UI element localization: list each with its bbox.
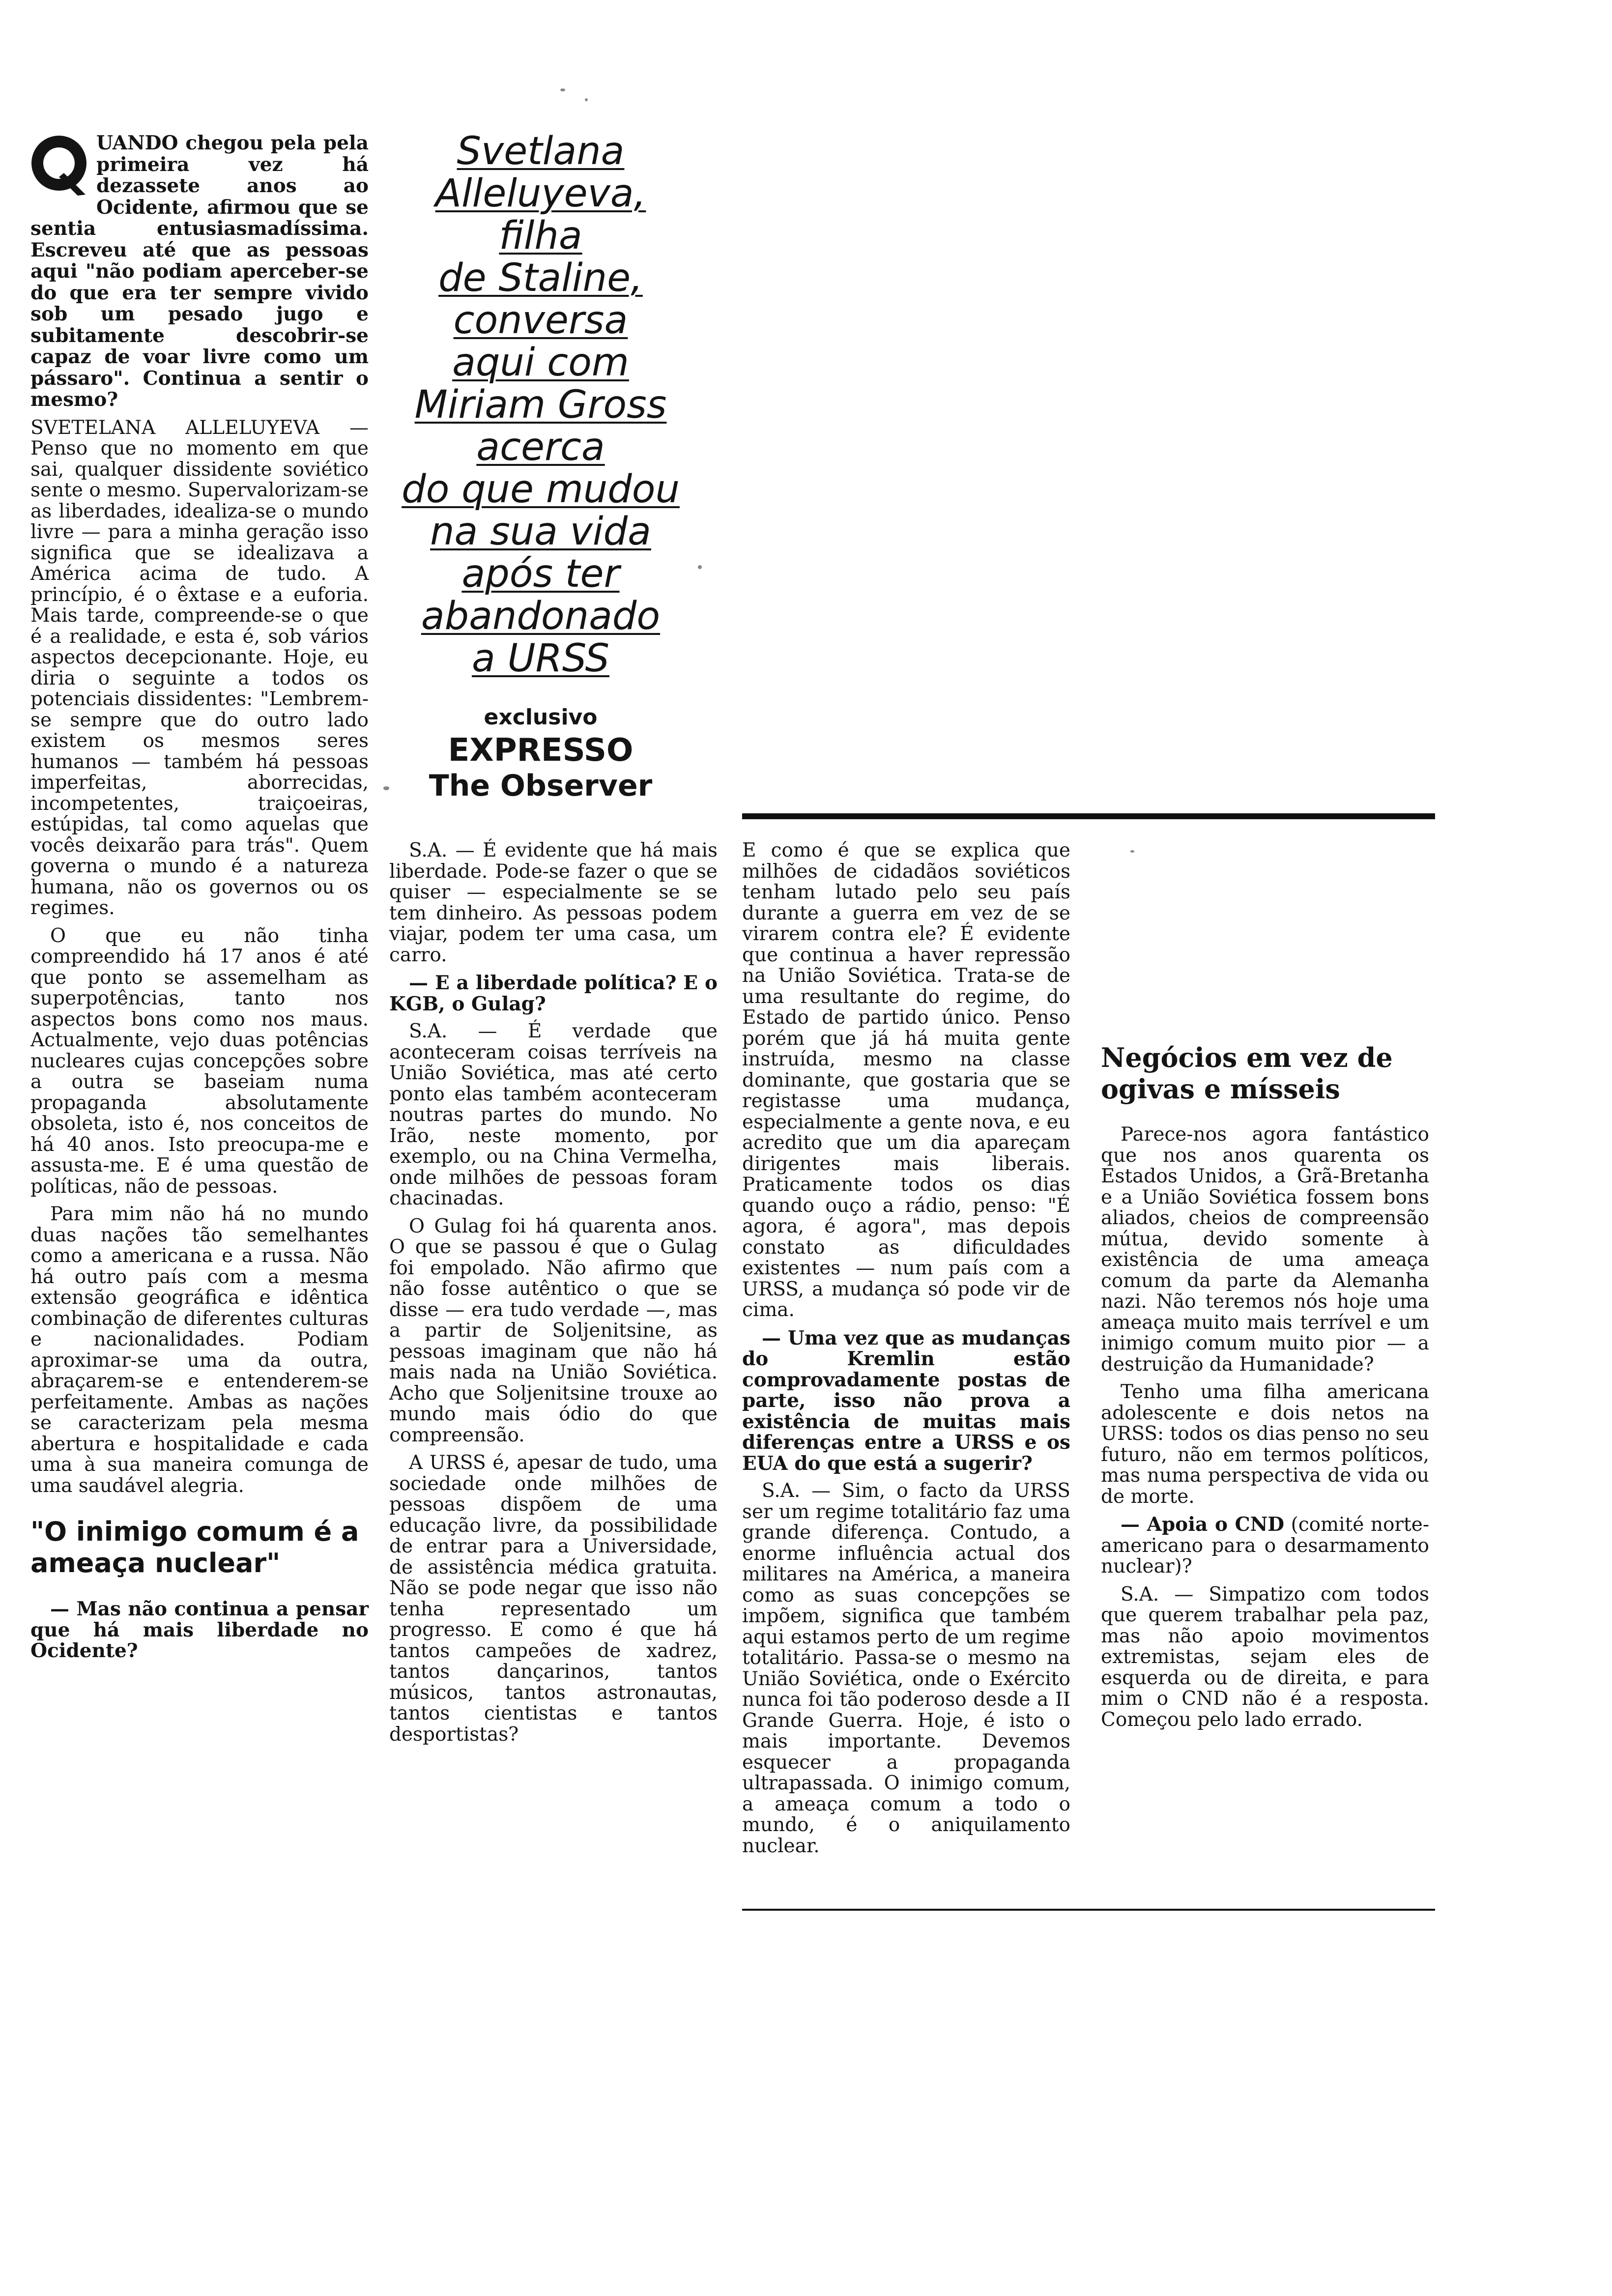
answer-paragraph: O que eu não tinha compreendido há 17 anos é até que ponto se assemelham as superpotências, tanto nos aspectos bons como nos maus. Actualmente, vejo duas potências nucleares cujas concepções sobre a outra se baseiam numa propaganda absolutamente obsoleta, isto é, nos conceitos de há 40 anos. Isto preocupa-me e assusta-me. E é uma questão de políticas, não de pessoas. xyxy=(30,924,369,1198)
headline-line: conversa xyxy=(453,298,628,343)
section-heading: "O inimigo comum é a ameaça nuclear" xyxy=(30,1516,359,1578)
interview-question-note: (comité norte-americano para o desarmamento nuclear)? xyxy=(1101,1514,1429,1578)
answer-paragraph: S.A. — É evidente que há mais liberdade. Pode-se fazer o que se quiser — especialmente se se tem dinheiro. As pessoas podem viajar, podem ter uma casa, um carro. xyxy=(389,839,718,966)
answer-paragraph: Parece-nos agora fantástico que nos anos quarenta os Estados Unidos, a Grã-Bretanha e a União Soviética fossem bons aliados, cheios de compreensão mútua, devido somente à existência de uma ameaça comum da parte da Alemanha nazi. Não teremos nós hoje uma ameaça muito mais terrível e um inimigo comum muito pior — a destruição da Humanidade? xyxy=(1101,1123,1429,1376)
answer-paragraph: S.A. — É verdade que aconteceram coisas terríveis na União Soviética, mas até certo ponto elas também aconteceram noutras partes do mundo. No Irão, neste momento, por exemplo, ou na China Vermelha, onde milhões de pessoas foram chacinadas. xyxy=(389,1020,718,1209)
scan-speck xyxy=(1130,850,1134,853)
dropcap-q-icon xyxy=(30,135,89,197)
answer-paragraph: SVETELANA ALLELUYEVA — Penso que no momento em que sai, qualquer dissidente soviético sente o mesmo. Supervalorizam-se as liberdades, idealiza-se o mundo livre — para a minha geração isso significa que se idealizava a América acima de tudo. A princípio, é o êxtase e a euforia. Mais tarde, compreende-se o que é a realidade, e esta é, sob vários aspectos decepcionante. Hoje, eu diria o seguinte a todos os potenciais dissidentes: "Lembrem-se sempre que do outro lado existem os mesmos seres humanos — também há pessoas imperfeitas, aborrecidas, incompetentes, traiçoeiras, estúpidas, tal como aquelas que vocês deixarão para trás". Quem governa o mundo é a natureza humana, não os governos ou os regimes. xyxy=(30,416,369,919)
partner-name: The Observer xyxy=(429,769,653,803)
headline-line: acerca xyxy=(476,425,605,469)
answer-paragraph: S.A. — Simpatizo com todos que querem trabalhar pela paz, mas não apoio movimentos extremistas, sejam eles de esquerda ou de direita, e para mim o CND não é a resposta. Começou pelo lado errado. xyxy=(1101,1583,1429,1731)
interview-question: — Mas não continua a pensar que há mais liberdade no Ocidente? xyxy=(30,1598,369,1662)
column-1 xyxy=(30,133,369,1668)
publication-name: EXPRESSO xyxy=(448,732,633,769)
answer-paragraph: A URSS é, apesar de tudo, uma sociedade onde milhões de pessoas dispõem de uma educação livre, da possibilidade de entrar para a Universidade, de assistência médica gratuita. Não se pode negar que isso não tenha representado um progresso. E como é que há tantos campeões de xadrez, tantos dançarinos, tantos músicos, tantos astronautas, tantos cientistas e tantos desportistas? xyxy=(389,1452,718,1746)
answer-paragraph: O Gulag foi há quarenta anos. O que se passou é que o Gulag foi empolado. Não afirmo que não fosse autêntico o que se disse — era tudo verdade —, mas a partir de Soljenitsine, as pessoas imaginam que não há mais nada na União Soviética. Acho que Soljenitsine trouxe ao mundo mais ódio do que compreensão. xyxy=(389,1215,718,1446)
headline xyxy=(374,130,708,680)
headline-line: Alleluyeva, xyxy=(435,172,646,216)
column-2 xyxy=(389,840,718,1752)
answer-paragraph: Tenho uma filha americana adolescente e dois netos na URSS: todos os dias penso no seu futuro, não em termos políticos, mas numa perspectiva de vida ou de morte. xyxy=(1101,1381,1429,1508)
bottom-rule xyxy=(742,1909,1435,1911)
publication-credit xyxy=(374,703,708,803)
scan-speck xyxy=(698,565,702,569)
top-rule xyxy=(742,813,1435,819)
intro-question: UANDO chegou pela pela primeira vez há dezassete anos ao Ocidente, afirmou que se sentia entusiasmadíssima. Escreveu até que as pessoas aqui "não podiam aperceber-se do que era ter sempre vivido sob um pesado jugo e subitamente descobrir-se capaz de voar livre como um pássaro". Continua a sentir o mesmo? xyxy=(30,132,369,411)
scan-speck xyxy=(383,786,389,790)
answer-paragraph: E como é que se explica que milhões de cidadãos soviéticos tenham lutado pelo seu país durante a guerra em vez de se virarem contra ele? É evidente que continua a haver repressão na União Soviética. Trata-se de uma resultante do regime, do Estado de partido único. Penso porém que já há muita gente instruída, mesmo na classe dominante, que gostaria que se registasse uma mudança, especialmente a gente nova, e eu acredito que um dia apareçam dirigentes mais liberais. Praticamente todos os dias quando ouço a rádio, penso: "É agora, é agora", mas depois constato as dificuldades existentes — num país com a URSS, a mudança só pode vir de cima. xyxy=(742,839,1070,1321)
exclusive-label: exclusivo xyxy=(484,705,598,730)
headline-line: após ter xyxy=(461,552,620,596)
column-4 xyxy=(1101,1022,1429,1737)
headline-line: Miriam Gross xyxy=(414,383,667,427)
headline-line: filha xyxy=(499,214,582,258)
headline-line: aqui com xyxy=(452,341,629,385)
interview-question: — Uma vez que as mudanças do Kremlin estão comprovadamente postas de parte, isso não prova a existência de muitas mais diferenças entre a URSS e os EUA do que está a sugerir? xyxy=(742,1326,1070,1475)
scan-speck xyxy=(585,98,588,101)
answer-paragraph: S.A. — Sim, o facto da URSS ser um regime totalitário faz uma grande diferença. Contudo, a enorme influência actual dos militares na América, a maneira como as suas concepções se impõem, significa que também aqui estamos perto de um regime totalitário. Passa-se o mesmo na União Soviética, onde o Exército nunca foi tão poderoso desde a II Grande Guerra. Hoje, é isto o mais importante. Devemos esquecer a propaganda ultrapassada. O inimigo comum, a ameaça comum a todo o mundo, é o aniquilamento nuclear. xyxy=(742,1480,1070,1857)
scan-speck xyxy=(560,88,565,91)
headline-line: na sua vida xyxy=(430,510,651,554)
interview-question: — Apoia o CND xyxy=(1121,1513,1285,1536)
headline-line: abandonado xyxy=(421,594,661,638)
answer-paragraph: Para mim não há no mundo duas nações tão semelhantes como a americana e a russa. Não há outro país com a mesma extensão geográfica e idêntica combinação de diferentes culturas e nacionalidades. Podiam aproximar-se uma da outra, abraçarem-se e entenderem-se perfeitamente. Ambas as nações se caracterizam pela mesma abertura e hospitalidade e cada uma à sua maneira comunga de uma saudável alegria. xyxy=(30,1203,369,1497)
headline-line: Svetlana xyxy=(457,129,625,173)
column-3 xyxy=(742,840,1070,1864)
headline-line: do que mudou xyxy=(402,467,680,512)
interview-question: — E a liberdade política? E o KGB, o Gulag? xyxy=(389,972,718,1015)
headline-line: a URSS xyxy=(471,636,610,681)
headline-line: de Staline, xyxy=(438,256,643,300)
section-heading: Negócios em vez de ogivas e mísseis xyxy=(1101,1042,1393,1105)
